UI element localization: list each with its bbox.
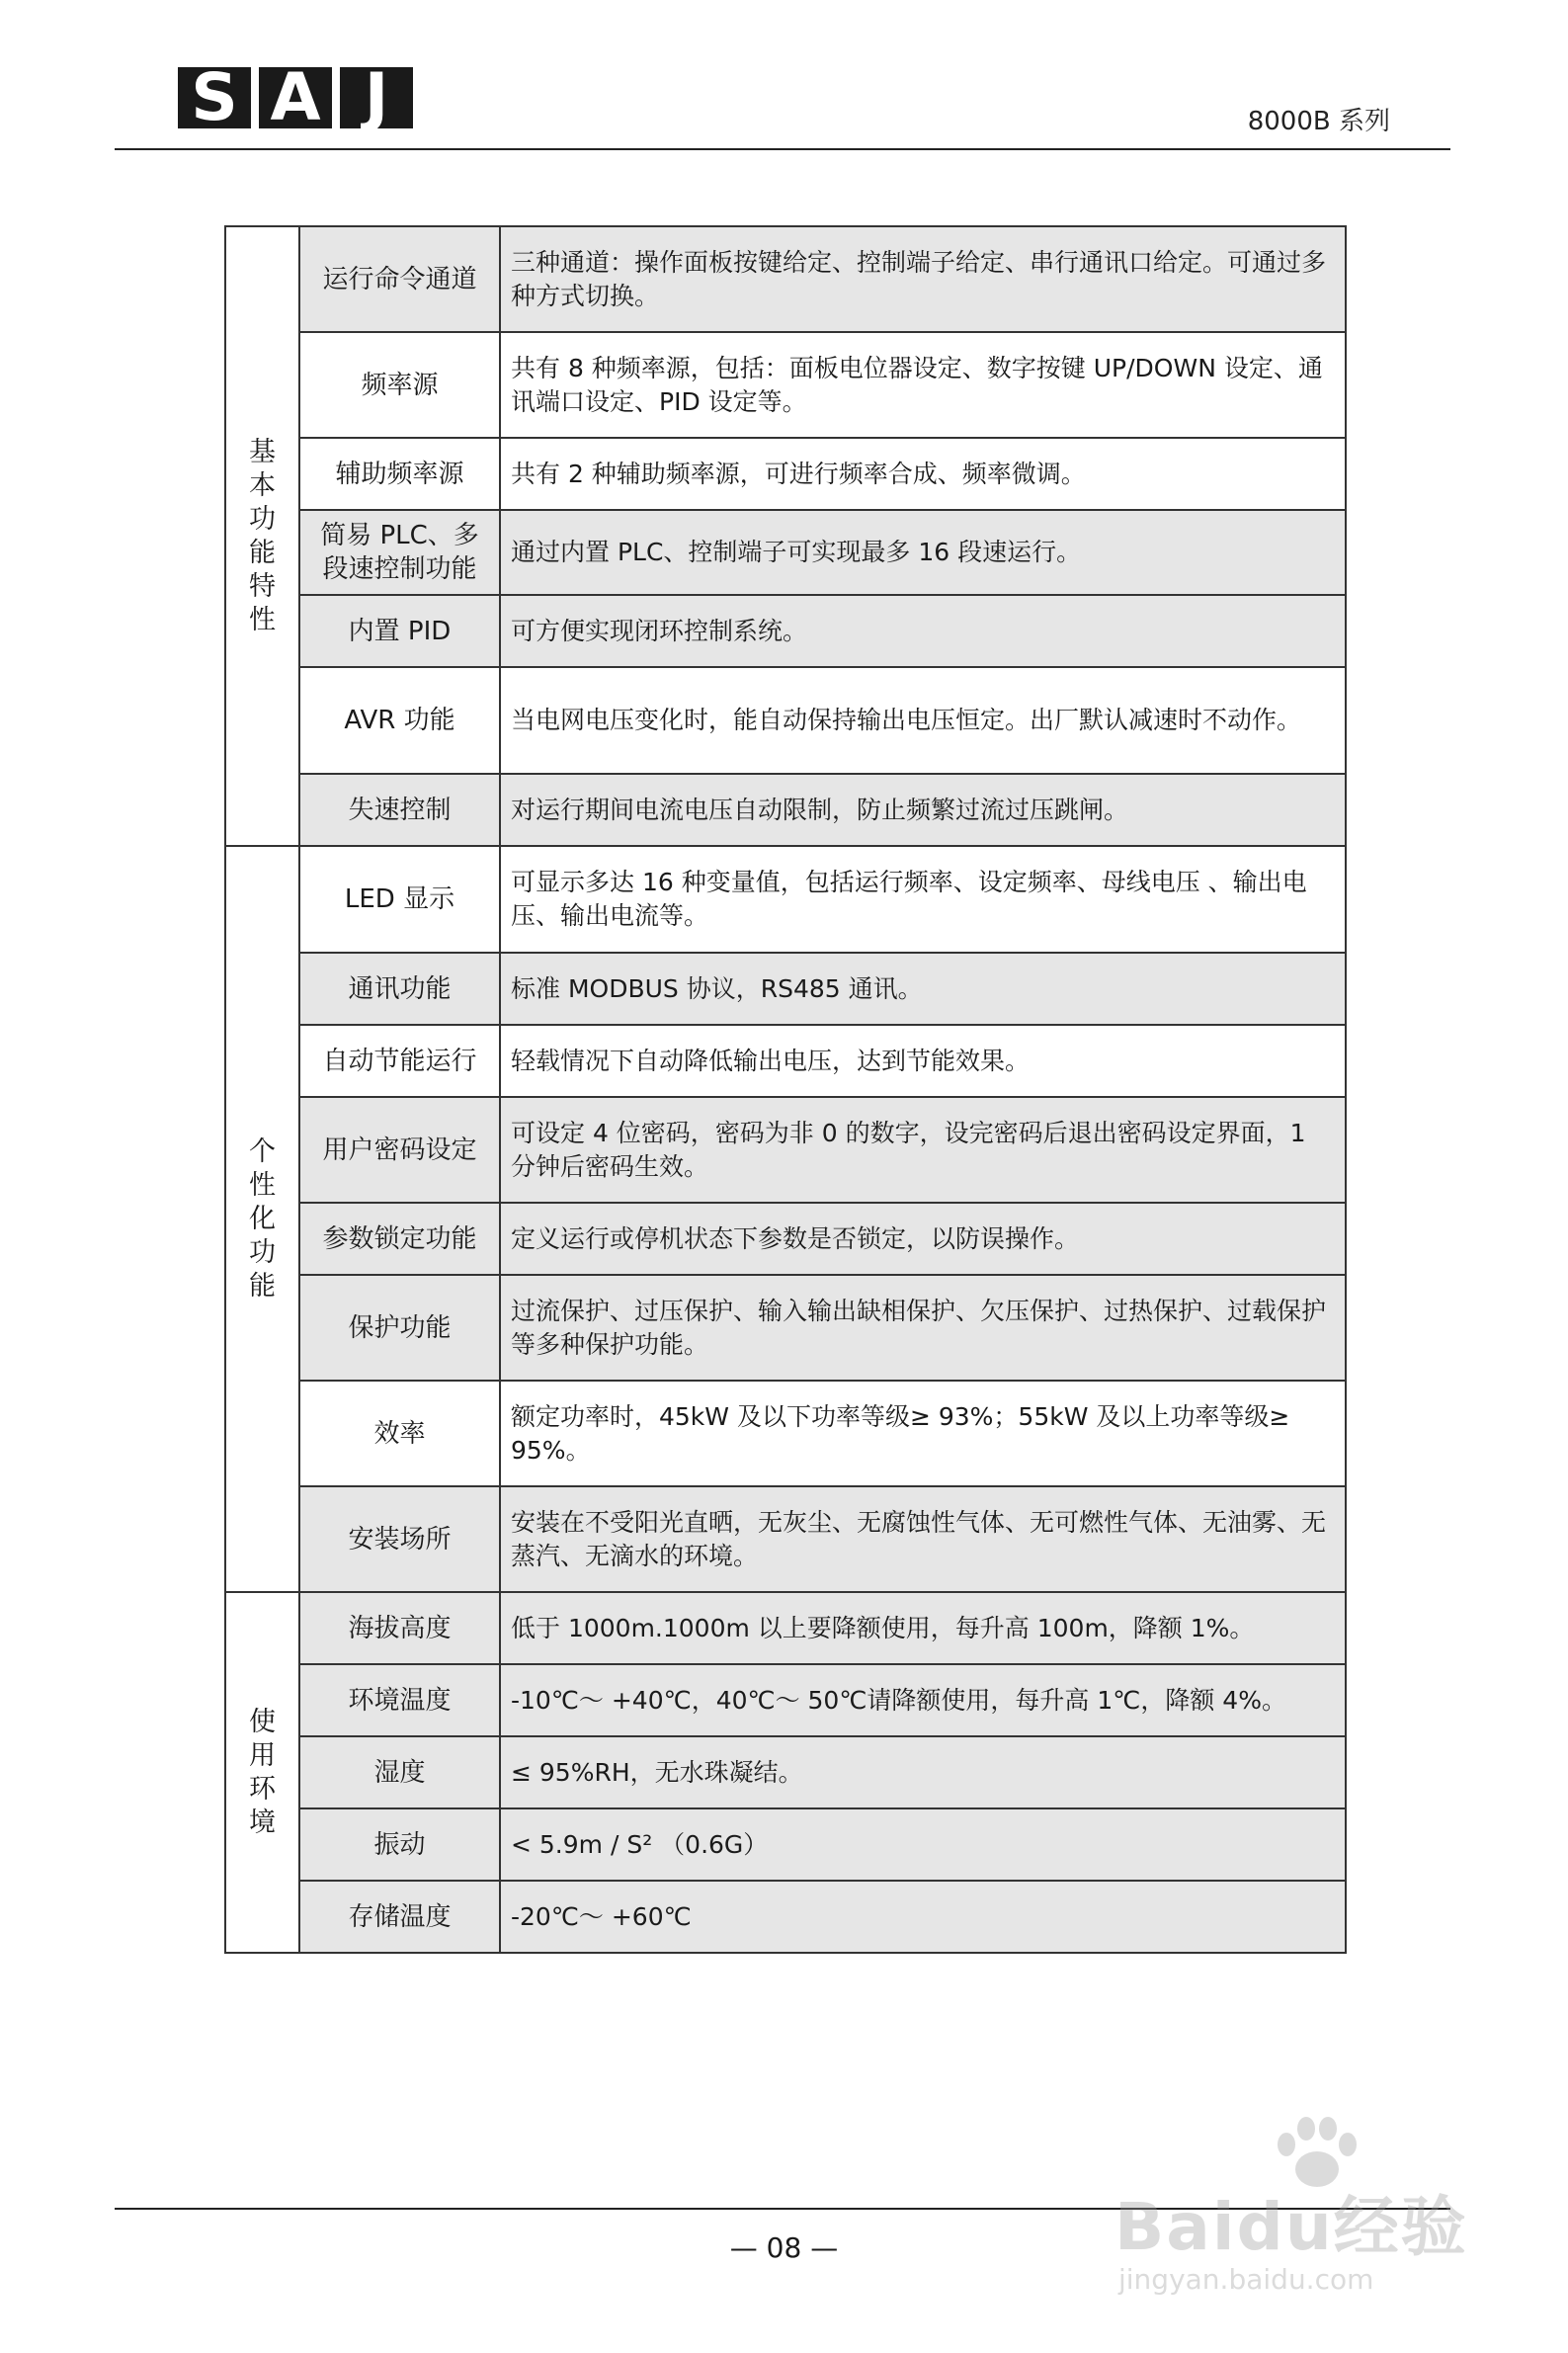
table-row [225, 846, 1346, 953]
description-cell: 安装在不受阳光直晒，无灰尘、无腐蚀性气体、无可燃性气体、无油雾、无蒸汽、无滴水的环境。 [500, 1486, 1346, 1592]
table-row [225, 1881, 1346, 1953]
logo-letter: A [259, 67, 340, 128]
table-row [225, 774, 1346, 846]
table-row [225, 1736, 1346, 1808]
group-label: 个性化功能 [225, 846, 299, 1592]
feature-cell: 湿度 [299, 1736, 500, 1808]
description-cell: 可显示多达 16 种变量值，包括运行频率、设定频率、母线电压 、输出电压、输出电流等。 [500, 846, 1346, 953]
feature-cell: 振动 [299, 1808, 500, 1881]
feature-cell: 存储温度 [299, 1881, 500, 1953]
table-row [225, 1097, 1346, 1203]
table-row [225, 1486, 1346, 1592]
description-cell: 可方便实现闭环控制系统。 [500, 595, 1346, 667]
feature-cell: 内置 PID [299, 595, 500, 667]
series-title: 8000B 系列 [1247, 107, 1390, 136]
logo-letter: S [178, 67, 259, 128]
group-label: 基本功能特性 [225, 226, 299, 846]
table-row [225, 1808, 1346, 1881]
feature-cell: 参数锁定功能 [299, 1203, 500, 1275]
feature-cell: 失速控制 [299, 774, 500, 846]
feature-cell: LED 显示 [299, 846, 500, 953]
description-cell: 过流保护、过压保护、输入输出缺相保护、欠压保护、过热保护、过载保护等多种保护功能。 [500, 1275, 1346, 1381]
feature-cell: 用户密码设定 [299, 1097, 500, 1203]
feature-cell: 简易 PLC、多段速控制功能 [299, 510, 500, 595]
description-cell: 当电网电压变化时，能自动保持输出电压恒定。出厂默认减速时不动作。 [500, 667, 1346, 774]
description-cell: -10℃～ +40℃，40℃～ 50℃请降额使用，每升高 1℃，降额 4%。 [500, 1664, 1346, 1736]
table-row [225, 332, 1346, 438]
table-row [225, 510, 1346, 595]
description-cell: 定义运行或停机状态下参数是否锁定，以防误操作。 [500, 1203, 1346, 1275]
table-row [225, 667, 1346, 774]
table-row [225, 226, 1346, 332]
watermark-url: jingyan.baidu.com [1118, 2263, 1374, 2296]
saj-logo [178, 59, 413, 135]
table-row [225, 595, 1346, 667]
page-number: — 08 — [729, 2231, 839, 2264]
description-cell: ≤ 95%RH，无水珠凝结。 [500, 1736, 1346, 1808]
description-cell: 三种通道：操作面板按键给定、控制端子给定、串行通讯口给定。可通过多种方式切换。 [500, 226, 1346, 332]
description-cell: 低于 1000m.1000m 以上要降额使用，每升高 100m，降额 1%。 [500, 1592, 1346, 1664]
table-row [225, 1664, 1346, 1736]
table-row [225, 1381, 1346, 1486]
description-cell: 轻载情况下自动降低输出电压，达到节能效果。 [500, 1025, 1346, 1097]
feature-cell: 辅助频率源 [299, 438, 500, 510]
feature-cell: 频率源 [299, 332, 500, 438]
feature-cell: AVR 功能 [299, 667, 500, 774]
feature-cell: 海拔高度 [299, 1592, 500, 1664]
table-row [225, 1275, 1346, 1381]
feature-cell: 通讯功能 [299, 953, 500, 1025]
watermark-brand: Baidu经验 [1114, 2189, 1468, 2265]
logo-letter: J [364, 59, 389, 135]
feature-cell: 安装场所 [299, 1486, 500, 1592]
description-cell: 可设定 4 位密码，密码为非 0 的数字，设完密码后退出密码设定界面，1 分钟后密码生效。 [500, 1097, 1346, 1203]
description-cell: 共有 8 种频率源，包括：面板电位器设定、数字按键 UP/DOWN 设定、通讯端口设定、PID 设定等。 [500, 332, 1346, 438]
group-label: 使用环境 [225, 1592, 299, 1953]
description-cell: < 5.9m / S² （0.6G） [500, 1808, 1346, 1881]
description-cell: 标准 MODBUS 协议，RS485 通讯。 [500, 953, 1346, 1025]
header-divider [115, 148, 1450, 150]
description-cell: -20℃～ +60℃ [500, 1881, 1346, 1953]
description-cell: 共有 2 种辅助频率源，可进行频率合成、频率微调。 [500, 438, 1346, 510]
feature-cell: 环境温度 [299, 1664, 500, 1736]
table-row [225, 1592, 1346, 1664]
table-row [225, 438, 1346, 510]
baidu-watermark [1114, 2115, 1490, 2312]
feature-cell: 保护功能 [299, 1275, 500, 1381]
feature-cell: 运行命令通道 [299, 226, 500, 332]
feature-cell: 效率 [299, 1381, 500, 1486]
description-cell: 额定功率时，45kW 及以下功率等级≥ 93%；55kW 及以上功率等级≥ 95%。 [500, 1381, 1346, 1486]
table-row [225, 1203, 1346, 1275]
feature-cell: 自动节能运行 [299, 1025, 500, 1097]
table-row [225, 1025, 1346, 1097]
table-row [225, 953, 1346, 1025]
spec-table [224, 225, 1347, 1954]
description-cell: 通过内置 PLC、控制端子可实现最多 16 段速运行。 [500, 510, 1346, 595]
description-cell: 对运行期间电流电压自动限制，防止频繁过流过压跳闸。 [500, 774, 1346, 846]
